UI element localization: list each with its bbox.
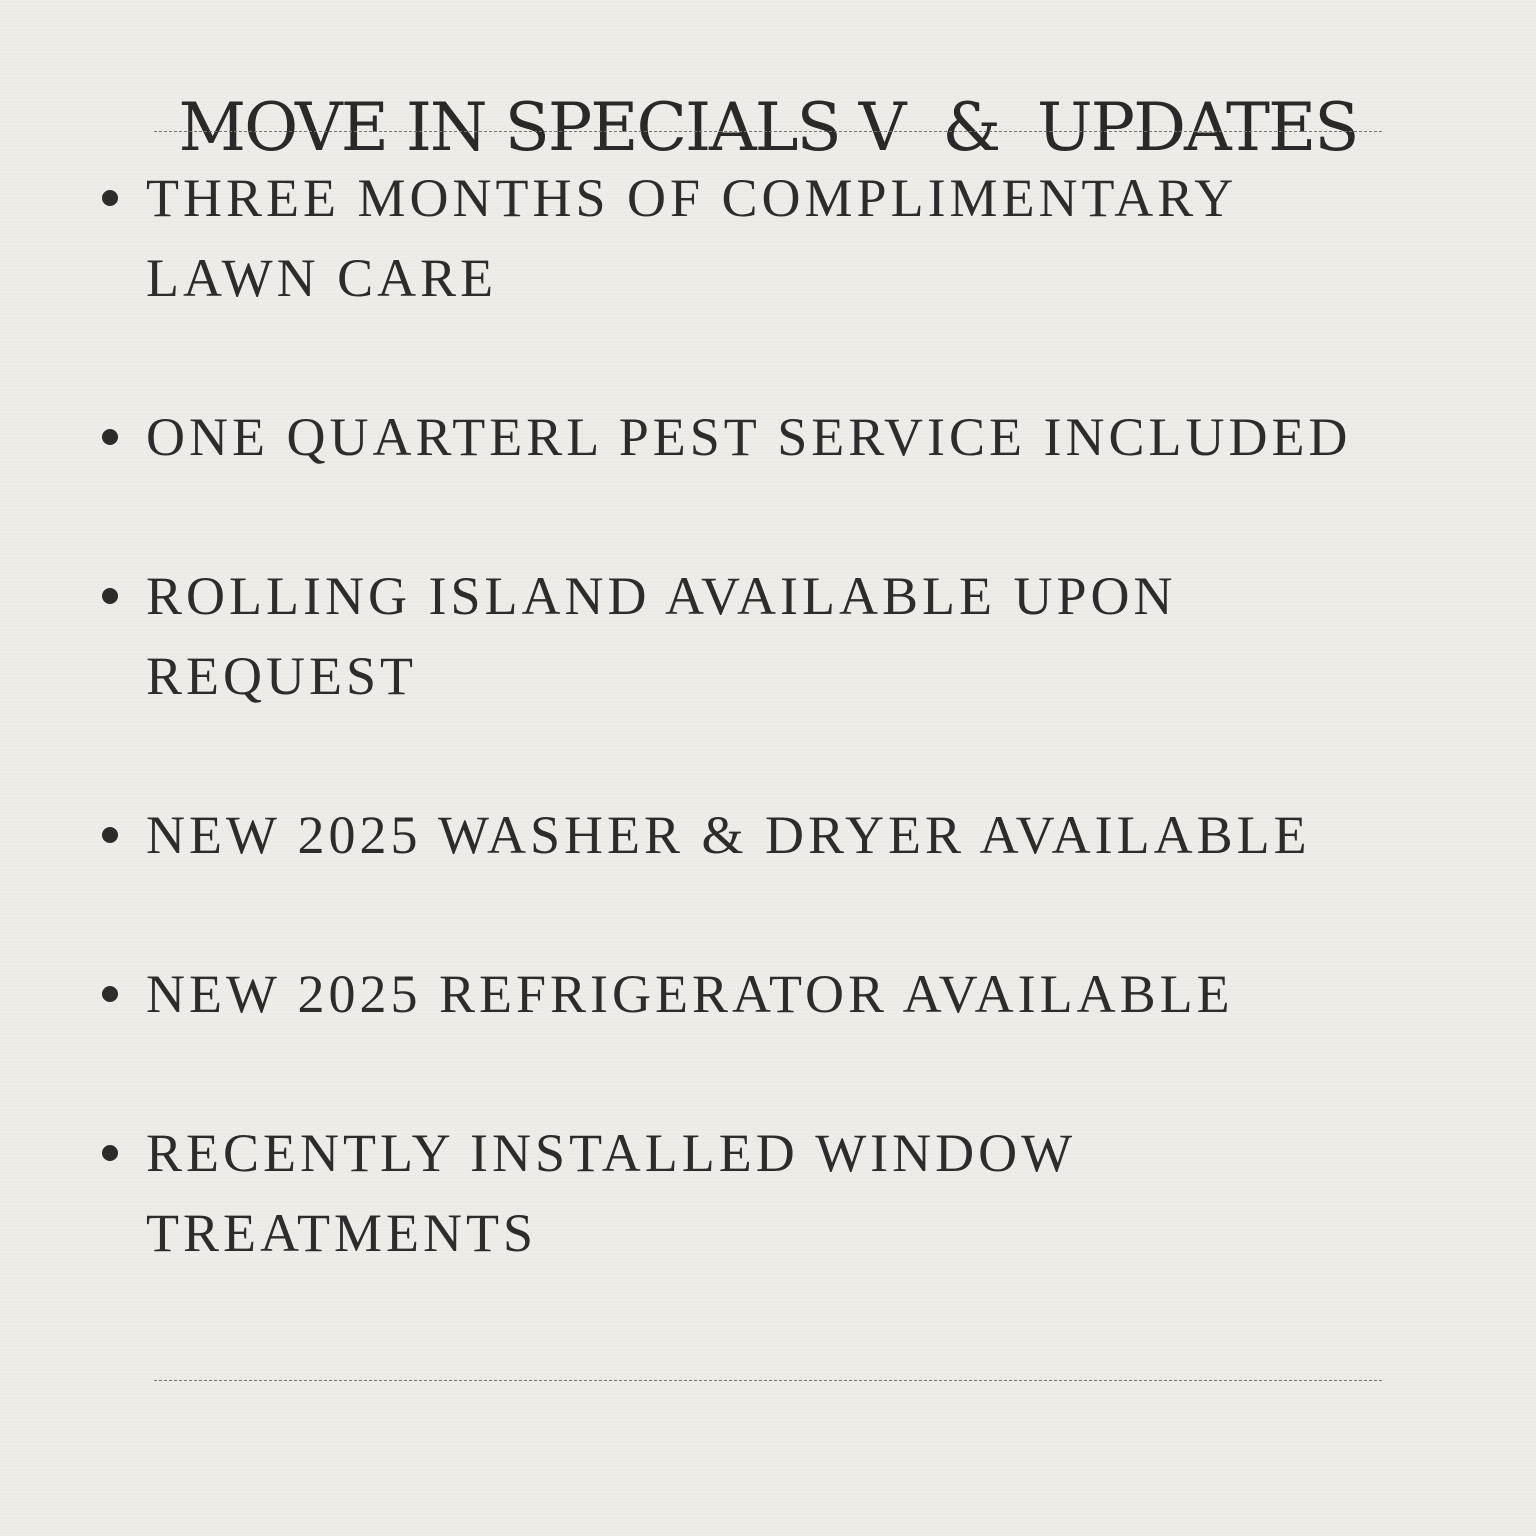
list-item: [146, 556, 1416, 716]
top-divider: [154, 131, 1382, 132]
list-item-text: NEW 2025 REFRIGERATOR AVAILABLE: [146, 964, 1234, 1024]
bullet-icon: [102, 429, 118, 445]
bullet-icon: [102, 986, 118, 1002]
list-item: [146, 397, 1416, 477]
bullet-icon: [102, 588, 118, 604]
list-item-text: NEW 2025 WASHER & DRYER AVAILABLE: [146, 805, 1311, 865]
bullet-icon: [102, 827, 118, 843]
page-title: MOVE IN SPECIALS V & UPDATES: [178, 89, 1358, 167]
list-item-text: THREE MONTHS OF COMPLIMENTARY LAWN CARE: [146, 168, 1236, 308]
list-item: [146, 158, 1416, 318]
bullet-icon: [102, 1145, 118, 1161]
list-item-text: ROLLING ISLAND AVAILABLE UPON REQUEST: [146, 566, 1177, 706]
list-item: [146, 795, 1416, 875]
bottom-divider: [154, 1380, 1382, 1381]
list-item-text: RECENTLY INSTALLED WINDOW TREATMENTS: [146, 1123, 1076, 1263]
list-item-text: ONE QUARTERL PEST SERVICE INCLUDED: [146, 407, 1352, 467]
list-item: [146, 954, 1416, 1034]
bullet-icon: [102, 190, 118, 206]
list-item: [146, 1113, 1416, 1273]
